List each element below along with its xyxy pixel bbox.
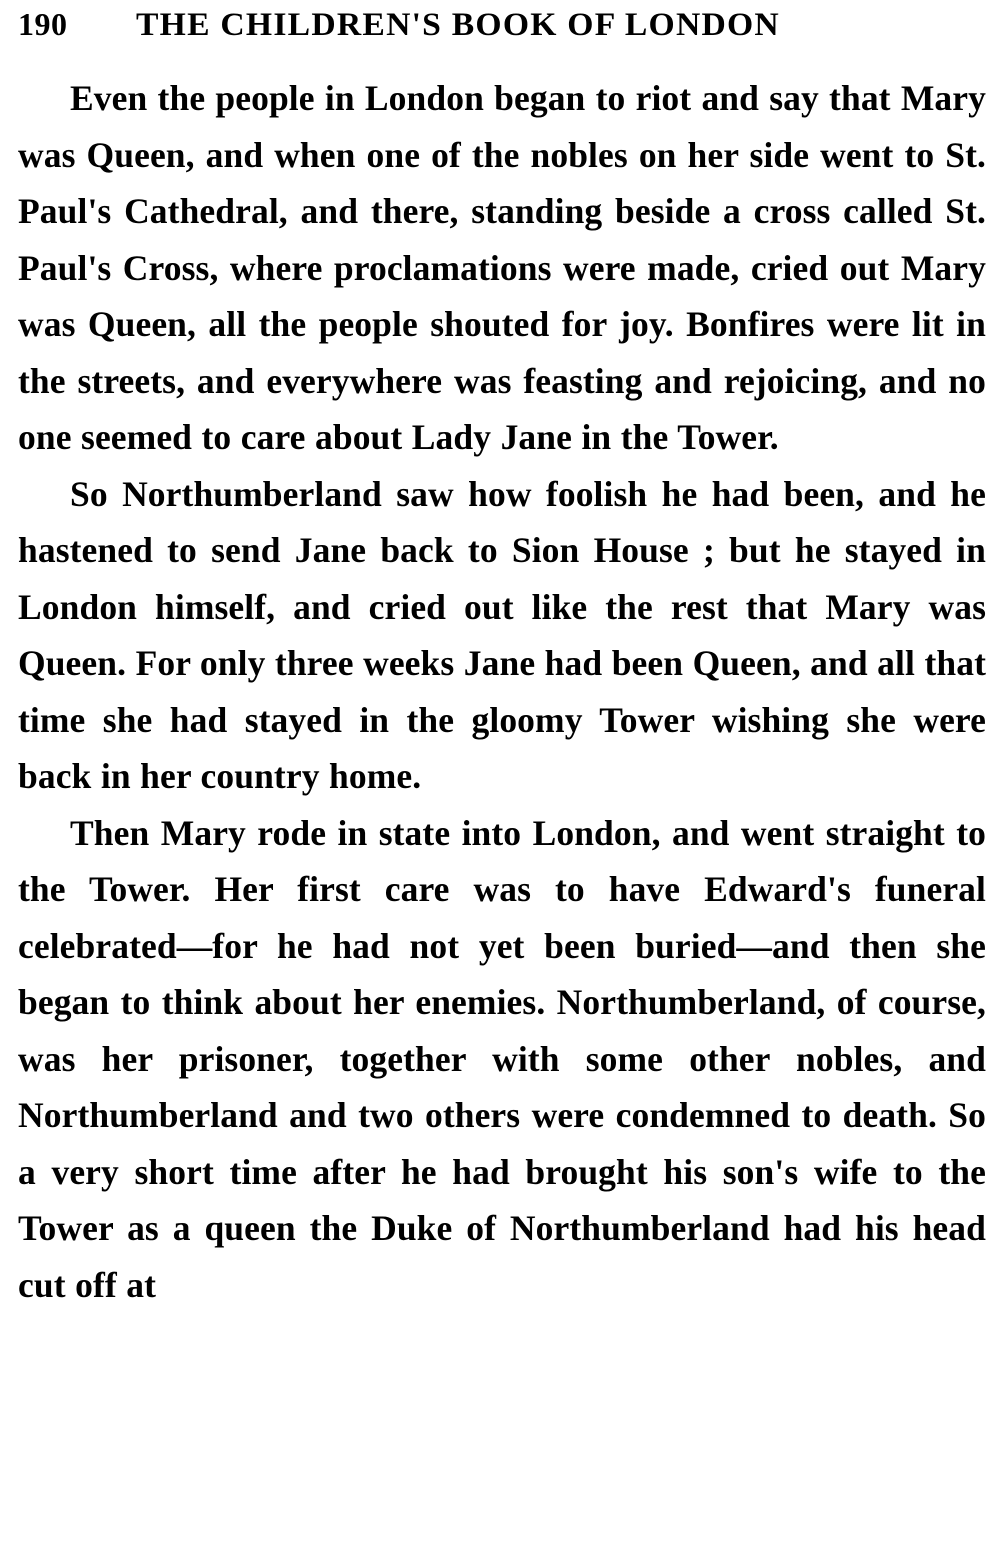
book-page bbox=[0, 6, 1000, 1568]
paragraph: Even the people in London began to riot and say that Mary was Queen, and when one of the nobles on her side went to St. Paul's Cathedral, and there, standing beside a cross called St. Paul's Cross, where proclamations were made, cried out Mary was Queen, all the people shouted for joy. Bonfires were lit in the streets, and everywhere was feasting and rejoicing, and no one seemed to care about Lady Jane in the Tower. bbox=[18, 78, 986, 457]
paragraph: So Northumberland saw how foolish he had been, and he hastened to send Jane back to Sion House ; but he stayed in London himself, and cried out like the rest that Mary was Queen. For only three weeks Jane had been Queen, and all that time she had stayed in the gloomy Tower wishing she were back in her country home. bbox=[18, 473, 986, 796]
running-head bbox=[18, 6, 986, 44]
page-number: 190 bbox=[18, 6, 68, 42]
body-text bbox=[18, 70, 986, 1313]
page-title: THE CHILDREN'S BOOK OF LONDON bbox=[136, 7, 780, 43]
paragraph: Then Mary rode in state into London, and went straight to the Tower. Her first care was to have Edward's funeral celebrated—for he had not yet been buried—and then she began to think about her enemies. Northumberland, of course, was her prisoner, together with some other nobles, and Northumberland and two others were condemned to death. So a very short time after he had brought his son's wife to the Tower as a queen the Duke of Northumberland had his head cut off at bbox=[18, 812, 986, 1305]
